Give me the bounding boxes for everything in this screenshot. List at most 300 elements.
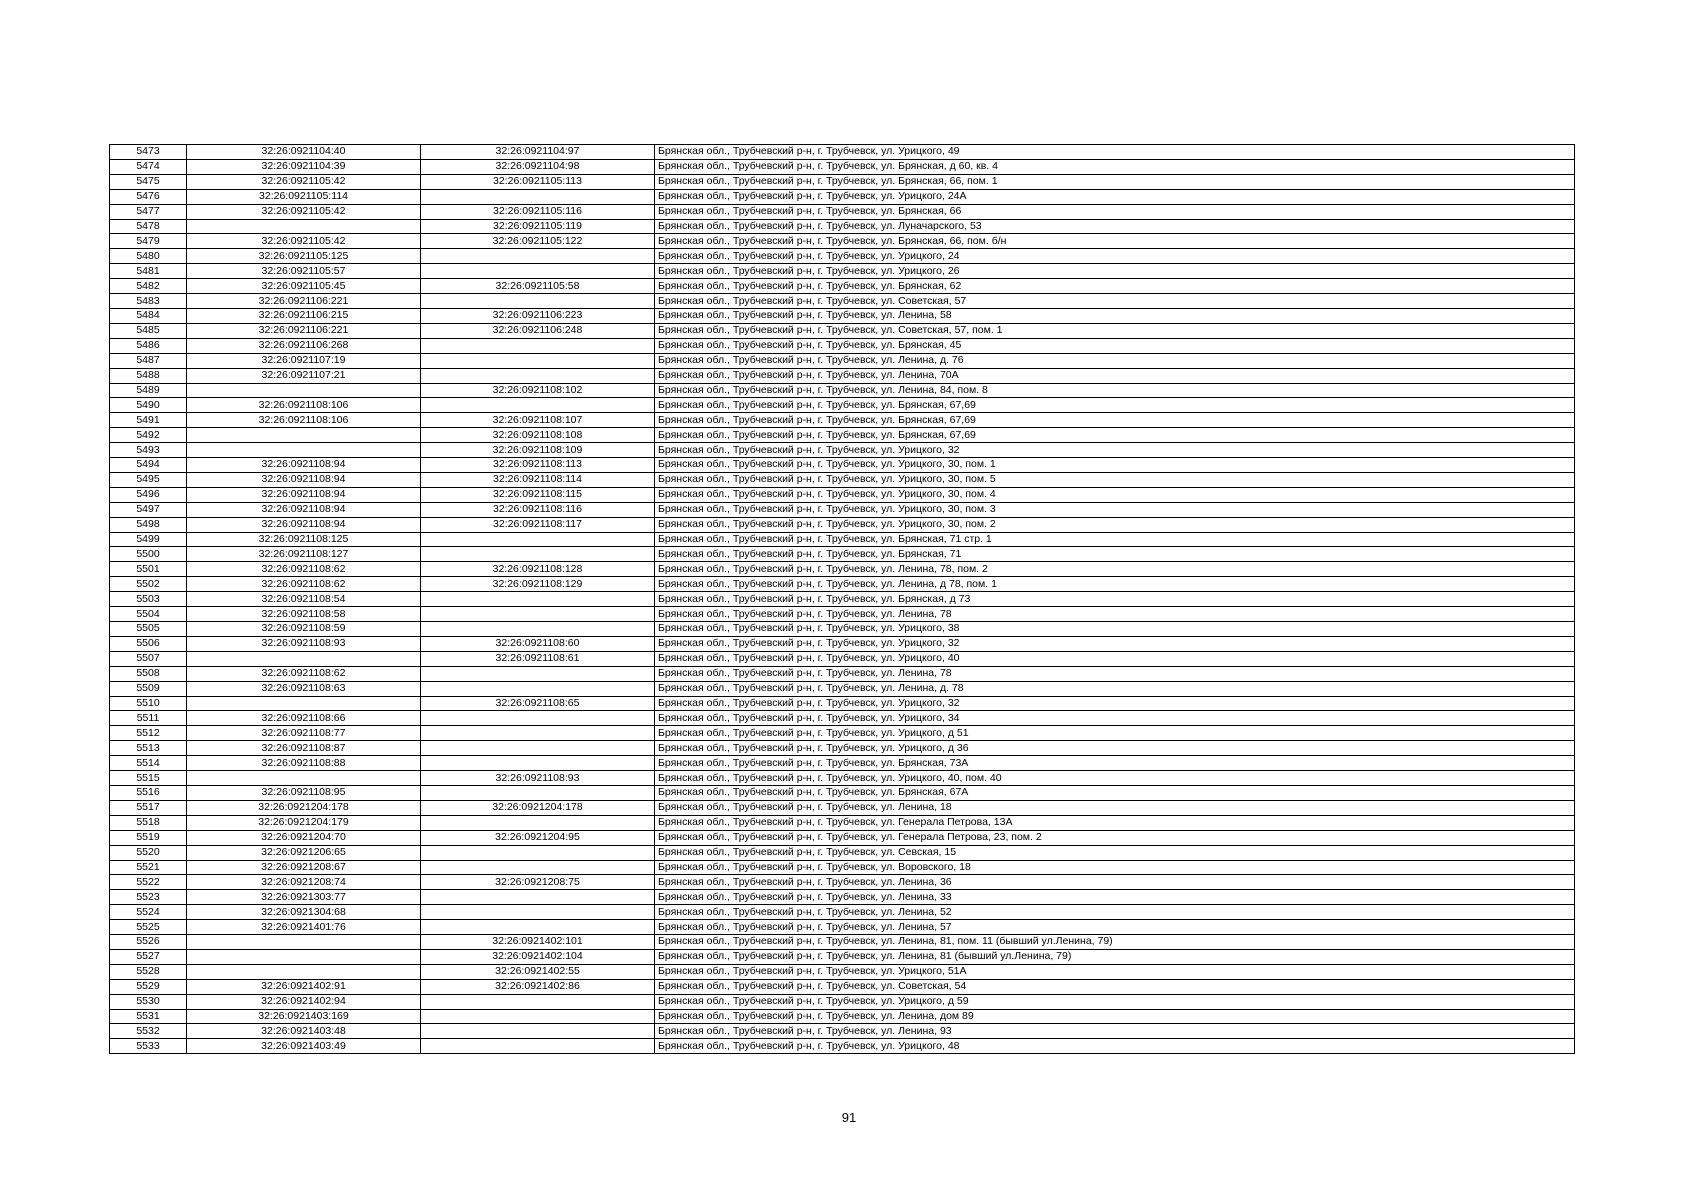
table-row xyxy=(110,547,1575,562)
table-row xyxy=(110,607,1575,622)
address-cell: Брянская обл., Трубчевский р-н, г. Трубчевск, ул. Урицкого, 30, пом. 5 xyxy=(655,472,1575,487)
related-cadastral-number-cell xyxy=(421,1009,655,1024)
row-number-cell: 5513 xyxy=(110,741,187,756)
address-cell: Брянская обл., Трубчевский р-н, г. Трубчевск, ул. Воровского, 18 xyxy=(655,860,1575,875)
row-number-cell: 5483 xyxy=(110,294,187,309)
cadastral-number-cell: 32:26:0921403:48 xyxy=(187,1024,421,1039)
cadastral-number-cell: 32:26:0921105:125 xyxy=(187,249,421,264)
registry-table-body xyxy=(110,145,1575,1054)
address-cell: Брянская обл., Трубчевский р-н, г. Трубчевск, ул. Урицкого, 32 xyxy=(655,443,1575,458)
table-row xyxy=(110,368,1575,383)
cadastral-number-cell: 32:26:0921104:39 xyxy=(187,159,421,174)
table-row xyxy=(110,398,1575,413)
address-cell: Брянская обл., Трубчевский р-н, г. Трубчевск, ул. Брянская, 67,69 xyxy=(655,398,1575,413)
table-row xyxy=(110,383,1575,398)
address-cell: Брянская обл., Трубчевский р-н, г. Трубчевск, ул. Ленина, 70А xyxy=(655,368,1575,383)
row-number-cell: 5485 xyxy=(110,323,187,338)
cadastral-number-cell: 32:26:0921106:215 xyxy=(187,308,421,323)
table-row xyxy=(110,994,1575,1009)
row-number-cell: 5523 xyxy=(110,890,187,905)
cadastral-number-cell: 32:26:0921108:88 xyxy=(187,756,421,771)
cadastral-number-cell xyxy=(187,696,421,711)
table-row xyxy=(110,472,1575,487)
table-row xyxy=(110,338,1575,353)
address-cell: Брянская обл., Трубчевский р-н, г. Трубчевск, ул. Урицкого, 40, пом. 40 xyxy=(655,771,1575,786)
table-row xyxy=(110,145,1575,160)
related-cadastral-number-cell: 32:26:0921402:104 xyxy=(421,949,655,964)
related-cadastral-number-cell: 32:26:0921108:129 xyxy=(421,577,655,592)
address-cell: Брянская обл., Трубчевский р-н, г. Трубчевск, ул. Ленина, 36 xyxy=(655,875,1575,890)
registry-table xyxy=(109,144,1575,1054)
table-row xyxy=(110,413,1575,428)
related-cadastral-number-cell: 32:26:0921108:60 xyxy=(421,636,655,651)
row-number-cell: 5494 xyxy=(110,458,187,473)
table-row xyxy=(110,308,1575,323)
cadastral-number-cell: 32:26:0921108:77 xyxy=(187,726,421,741)
row-number-cell: 5504 xyxy=(110,607,187,622)
row-number-cell: 5499 xyxy=(110,532,187,547)
row-number-cell: 5508 xyxy=(110,666,187,681)
row-number-cell: 5487 xyxy=(110,353,187,368)
cadastral-number-cell: 32:26:0921108:95 xyxy=(187,785,421,800)
address-cell: Брянская обл., Трубчевский р-н, г. Трубчевск, ул. Ленина, 78 xyxy=(655,607,1575,622)
table-row xyxy=(110,234,1575,249)
related-cadastral-number-cell: 32:26:0921108:117 xyxy=(421,517,655,532)
row-number-cell: 5492 xyxy=(110,428,187,443)
address-cell: Брянская обл., Трубчевский р-н, г. Трубчевск, ул. Брянская, 67,69 xyxy=(655,413,1575,428)
row-number-cell: 5480 xyxy=(110,249,187,264)
address-cell: Брянская обл., Трубчевский р-н, г. Трубчевск, ул. Ленина, 81, пом. 11 (бывший ул.Ленина, 79) xyxy=(655,935,1575,950)
address-cell: Брянская обл., Трубчевский р-н, г. Трубчевск, ул. Урицкого, 24 xyxy=(655,249,1575,264)
cadastral-number-cell xyxy=(187,964,421,979)
address-cell: Брянская обл., Трубчевский р-н, г. Трубчевск, ул. Брянская, 66, пом. б/н xyxy=(655,234,1575,249)
cadastral-number-cell xyxy=(187,949,421,964)
address-cell: Брянская обл., Трубчевский р-н, г. Трубчевск, ул. Ленина, 81 (бывший ул.Ленина, 79) xyxy=(655,949,1575,964)
address-cell: Брянская обл., Трубчевский р-н, г. Трубчевск, ул. Ленина, 18 xyxy=(655,800,1575,815)
related-cadastral-number-cell xyxy=(421,666,655,681)
cadastral-number-cell: 32:26:0921108:63 xyxy=(187,681,421,696)
table-row xyxy=(110,428,1575,443)
cadastral-number-cell: 32:26:0921403:169 xyxy=(187,1009,421,1024)
address-cell: Брянская обл., Трубчевский р-н, г. Трубчевск, ул. Урицкого, 30, пом. 1 xyxy=(655,458,1575,473)
cadastral-number-cell: 32:26:0921208:74 xyxy=(187,875,421,890)
table-row xyxy=(110,979,1575,994)
cadastral-number-cell: 32:26:0921204:70 xyxy=(187,830,421,845)
related-cadastral-number-cell: 32:26:0921105:113 xyxy=(421,174,655,189)
cadastral-number-cell: 32:26:0921108:94 xyxy=(187,472,421,487)
row-number-cell: 5495 xyxy=(110,472,187,487)
cadastral-number-cell xyxy=(187,935,421,950)
related-cadastral-number-cell: 32:26:0921105:58 xyxy=(421,279,655,294)
row-number-cell: 5478 xyxy=(110,219,187,234)
address-cell: Брянская обл., Трубчевский р-н, г. Трубчевск, ул. Брянская, 73А xyxy=(655,756,1575,771)
address-cell: Брянская обл., Трубчевский р-н, г. Трубчевск, ул. Урицкого, 49 xyxy=(655,145,1575,160)
row-number-cell: 5518 xyxy=(110,815,187,830)
related-cadastral-number-cell xyxy=(421,815,655,830)
address-cell: Брянская обл., Трубчевский р-н, г. Трубчевск, ул. Урицкого, 24А xyxy=(655,189,1575,204)
address-cell: Брянская обл., Трубчевский р-н, г. Трубчевск, ул. Севская, 15 xyxy=(655,845,1575,860)
related-cadastral-number-cell: 32:26:0921208:75 xyxy=(421,875,655,890)
address-cell: Брянская обл., Трубчевский р-н, г. Трубчевск, ул. Советская, 57 xyxy=(655,294,1575,309)
row-number-cell: 5511 xyxy=(110,711,187,726)
related-cadastral-number-cell: 32:26:0921204:95 xyxy=(421,830,655,845)
cadastral-number-cell xyxy=(187,771,421,786)
related-cadastral-number-cell xyxy=(421,189,655,204)
related-cadastral-number-cell xyxy=(421,532,655,547)
row-number-cell: 5498 xyxy=(110,517,187,532)
row-number-cell: 5506 xyxy=(110,636,187,651)
row-number-cell: 5515 xyxy=(110,771,187,786)
table-row xyxy=(110,681,1575,696)
address-cell: Брянская обл., Трубчевский р-н, г. Трубчевск, ул. Ленина, 78 xyxy=(655,666,1575,681)
related-cadastral-number-cell: 32:26:0921108:61 xyxy=(421,651,655,666)
related-cadastral-number-cell xyxy=(421,994,655,1009)
address-cell: Брянская обл., Трубчевский р-н, г. Трубчевск, ул. Брянская, 67А xyxy=(655,785,1575,800)
cadastral-number-cell: 32:26:0921106:221 xyxy=(187,294,421,309)
cadastral-number-cell: 32:26:0921108:94 xyxy=(187,502,421,517)
cadastral-number-cell: 32:26:0921107:19 xyxy=(187,353,421,368)
row-number-cell: 5503 xyxy=(110,592,187,607)
related-cadastral-number-cell: 32:26:0921108:116 xyxy=(421,502,655,517)
related-cadastral-number-cell: 32:26:0921108:107 xyxy=(421,413,655,428)
row-number-cell: 5474 xyxy=(110,159,187,174)
cadastral-number-cell: 32:26:0921108:94 xyxy=(187,517,421,532)
related-cadastral-number-cell: 32:26:0921204:178 xyxy=(421,800,655,815)
table-row xyxy=(110,294,1575,309)
related-cadastral-number-cell xyxy=(421,845,655,860)
address-cell: Брянская обл., Трубчевский р-н, г. Трубчевск, ул. Урицкого, 30, пом. 2 xyxy=(655,517,1575,532)
related-cadastral-number-cell xyxy=(421,711,655,726)
row-number-cell: 5522 xyxy=(110,875,187,890)
related-cadastral-number-cell xyxy=(421,1024,655,1039)
cadastral-number-cell: 32:26:0921108:125 xyxy=(187,532,421,547)
cadastral-number-cell xyxy=(187,219,421,234)
cadastral-number-cell: 32:26:0921108:87 xyxy=(187,741,421,756)
related-cadastral-number-cell xyxy=(421,756,655,771)
cadastral-number-cell xyxy=(187,443,421,458)
table-row xyxy=(110,532,1575,547)
table-row xyxy=(110,502,1575,517)
address-cell: Брянская обл., Трубчевский р-н, г. Трубчевск, ул. Советская, 57, пом. 1 xyxy=(655,323,1575,338)
cadastral-number-cell: 32:26:0921208:67 xyxy=(187,860,421,875)
address-cell: Брянская обл., Трубчевский р-н, г. Трубчевск, ул. Ленина, 84, пом. 8 xyxy=(655,383,1575,398)
related-cadastral-number-cell xyxy=(421,353,655,368)
row-number-cell: 5481 xyxy=(110,264,187,279)
row-number-cell: 5477 xyxy=(110,204,187,219)
related-cadastral-number-cell: 32:26:0921105:119 xyxy=(421,219,655,234)
related-cadastral-number-cell: 32:26:0921108:102 xyxy=(421,383,655,398)
related-cadastral-number-cell: 32:26:0921402:101 xyxy=(421,935,655,950)
related-cadastral-number-cell xyxy=(421,338,655,353)
related-cadastral-number-cell xyxy=(421,741,655,756)
row-number-cell: 5507 xyxy=(110,651,187,666)
table-row xyxy=(110,1039,1575,1054)
related-cadastral-number-cell: 32:26:0921402:86 xyxy=(421,979,655,994)
table-row xyxy=(110,949,1575,964)
related-cadastral-number-cell xyxy=(421,726,655,741)
cadastral-number-cell: 32:26:0921403:49 xyxy=(187,1039,421,1054)
table-row xyxy=(110,845,1575,860)
table-row xyxy=(110,353,1575,368)
row-number-cell: 5527 xyxy=(110,949,187,964)
page-number: 91 xyxy=(841,1110,857,1125)
row-number-cell: 5497 xyxy=(110,502,187,517)
table-row xyxy=(110,592,1575,607)
address-cell: Брянская обл., Трубчевский р-н, г. Трубчевск, ул. Генерала Петрова, 23, пом. 2 xyxy=(655,830,1575,845)
cadastral-number-cell: 32:26:0921204:179 xyxy=(187,815,421,830)
cadastral-number-cell xyxy=(187,383,421,398)
address-cell: Брянская обл., Трубчевский р-н, г. Трубчевск, ул. Ленина, д 78, пом. 1 xyxy=(655,577,1575,592)
related-cadastral-number-cell xyxy=(421,592,655,607)
table-row xyxy=(110,636,1575,651)
row-number-cell: 5486 xyxy=(110,338,187,353)
row-number-cell: 5531 xyxy=(110,1009,187,1024)
cadastral-number-cell: 32:26:0921303:77 xyxy=(187,890,421,905)
row-number-cell: 5491 xyxy=(110,413,187,428)
related-cadastral-number-cell xyxy=(421,547,655,562)
row-number-cell: 5489 xyxy=(110,383,187,398)
address-cell: Брянская обл., Трубчевский р-н, г. Трубчевск, ул. Ленина, д. 76 xyxy=(655,353,1575,368)
cadastral-number-cell xyxy=(187,651,421,666)
table-row xyxy=(110,666,1575,681)
related-cadastral-number-cell xyxy=(421,294,655,309)
related-cadastral-number-cell: 32:26:0921104:97 xyxy=(421,145,655,160)
table-row xyxy=(110,830,1575,845)
table-row xyxy=(110,890,1575,905)
address-cell: Брянская обл., Трубчевский р-н, г. Трубчевск, ул. Ленина, 93 xyxy=(655,1024,1575,1039)
related-cadastral-number-cell: 32:26:0921106:248 xyxy=(421,323,655,338)
row-number-cell: 5533 xyxy=(110,1039,187,1054)
table-row xyxy=(110,800,1575,815)
row-number-cell: 5482 xyxy=(110,279,187,294)
cadastral-number-cell: 32:26:0921105:42 xyxy=(187,234,421,249)
table-row xyxy=(110,741,1575,756)
address-cell: Брянская обл., Трубчевский р-н, г. Трубчевск, ул. Урицкого, 30, пом. 4 xyxy=(655,487,1575,502)
related-cadastral-number-cell xyxy=(421,905,655,920)
table-row xyxy=(110,622,1575,637)
address-cell: Брянская обл., Трубчевский р-н, г. Трубчевск, ул. Урицкого, 40 xyxy=(655,651,1575,666)
related-cadastral-number-cell: 32:26:0921402:55 xyxy=(421,964,655,979)
address-cell: Брянская обл., Трубчевский р-н, г. Трубчевск, ул. Генерала Петрова, 13А xyxy=(655,815,1575,830)
table-row xyxy=(110,1024,1575,1039)
related-cadastral-number-cell xyxy=(421,264,655,279)
related-cadastral-number-cell xyxy=(421,860,655,875)
row-number-cell: 5501 xyxy=(110,562,187,577)
row-number-cell: 5488 xyxy=(110,368,187,383)
address-cell: Брянская обл., Трубчевский р-н, г. Трубчевск, ул. Урицкого, 26 xyxy=(655,264,1575,279)
related-cadastral-number-cell xyxy=(421,890,655,905)
row-number-cell: 5516 xyxy=(110,785,187,800)
cadastral-number-cell: 32:26:0921108:66 xyxy=(187,711,421,726)
table-row xyxy=(110,249,1575,264)
table-row xyxy=(110,443,1575,458)
row-number-cell: 5521 xyxy=(110,860,187,875)
address-cell: Брянская обл., Трубчевский р-н, г. Трубчевск, ул. Ленина, 57 xyxy=(655,920,1575,935)
table-row xyxy=(110,696,1575,711)
address-cell: Брянская обл., Трубчевский р-н, г. Трубчевск, ул. Урицкого, д 51 xyxy=(655,726,1575,741)
table-row xyxy=(110,487,1575,502)
address-cell: Брянская обл., Трубчевский р-н, г. Трубчевск, ул. Урицкого, д 36 xyxy=(655,741,1575,756)
row-number-cell: 5528 xyxy=(110,964,187,979)
table-row xyxy=(110,964,1575,979)
address-cell: Брянская обл., Трубчевский р-н, г. Трубчевск, ул. Ленина, д. 78 xyxy=(655,681,1575,696)
table-row xyxy=(110,562,1575,577)
address-cell: Брянская обл., Трубчевский р-н, г. Трубчевск, ул. Брянская, 71 xyxy=(655,547,1575,562)
table-row xyxy=(110,323,1575,338)
row-number-cell: 5512 xyxy=(110,726,187,741)
related-cadastral-number-cell xyxy=(421,1039,655,1054)
row-number-cell: 5496 xyxy=(110,487,187,502)
cadastral-number-cell: 32:26:0921108:106 xyxy=(187,398,421,413)
address-cell: Брянская обл., Трубчевский р-н, г. Трубчевск, ул. Брянская, 62 xyxy=(655,279,1575,294)
related-cadastral-number-cell xyxy=(421,607,655,622)
row-number-cell: 5525 xyxy=(110,920,187,935)
related-cadastral-number-cell: 32:26:0921108:108 xyxy=(421,428,655,443)
row-number-cell: 5476 xyxy=(110,189,187,204)
address-cell: Брянская обл., Трубчевский р-н, г. Трубчевск, ул. Урицкого, 34 xyxy=(655,711,1575,726)
address-cell: Брянская обл., Трубчевский р-н, г. Трубчевск, ул. Урицкого, 32 xyxy=(655,696,1575,711)
address-cell: Брянская обл., Трубчевский р-н, г. Трубчевск, ул. Урицкого, 32 xyxy=(655,636,1575,651)
cadastral-number-cell: 32:26:0921401:76 xyxy=(187,920,421,935)
address-cell: Брянская обл., Трубчевский р-н, г. Трубчевск, ул. Брянская, д 73 xyxy=(655,592,1575,607)
row-number-cell: 5510 xyxy=(110,696,187,711)
cadastral-number-cell: 32:26:0921108:54 xyxy=(187,592,421,607)
row-number-cell: 5524 xyxy=(110,905,187,920)
row-number-cell: 5530 xyxy=(110,994,187,1009)
row-number-cell: 5529 xyxy=(110,979,187,994)
related-cadastral-number-cell: 32:26:0921105:116 xyxy=(421,204,655,219)
related-cadastral-number-cell xyxy=(421,920,655,935)
cadastral-number-cell: 32:26:0921105:45 xyxy=(187,279,421,294)
related-cadastral-number-cell: 32:26:0921108:93 xyxy=(421,771,655,786)
related-cadastral-number-cell: 32:26:0921108:109 xyxy=(421,443,655,458)
table-row xyxy=(110,577,1575,592)
related-cadastral-number-cell xyxy=(421,681,655,696)
table-row xyxy=(110,771,1575,786)
cadastral-number-cell: 32:26:0921204:178 xyxy=(187,800,421,815)
row-number-cell: 5532 xyxy=(110,1024,187,1039)
table-row xyxy=(110,517,1575,532)
related-cadastral-number-cell xyxy=(421,398,655,413)
row-number-cell: 5514 xyxy=(110,756,187,771)
table-row xyxy=(110,875,1575,890)
table-row xyxy=(110,159,1575,174)
cadastral-number-cell: 32:26:0921107:21 xyxy=(187,368,421,383)
table-row xyxy=(110,905,1575,920)
address-cell: Брянская обл., Трубчевский р-н, г. Трубчевск, ул. Ленина, 52 xyxy=(655,905,1575,920)
address-cell: Брянская обл., Трубчевский р-н, г. Трубчевск, ул. Урицкого, 48 xyxy=(655,1039,1575,1054)
row-number-cell: 5479 xyxy=(110,234,187,249)
address-cell: Брянская обл., Трубчевский р-н, г. Трубчевск, ул. Урицкого, 30, пом. 3 xyxy=(655,502,1575,517)
table-row xyxy=(110,756,1575,771)
table-row xyxy=(110,174,1575,189)
related-cadastral-number-cell xyxy=(421,249,655,264)
row-number-cell: 5519 xyxy=(110,830,187,845)
row-number-cell: 5490 xyxy=(110,398,187,413)
related-cadastral-number-cell: 32:26:0921104:98 xyxy=(421,159,655,174)
table-row xyxy=(110,651,1575,666)
address-cell: Брянская обл., Трубчевский р-н, г. Трубчевск, ул. Луначарского, 53 xyxy=(655,219,1575,234)
cadastral-number-cell: 32:26:0921108:94 xyxy=(187,458,421,473)
address-cell: Брянская обл., Трубчевский р-н, г. Трубчевск, ул. Ленина, 78, пом. 2 xyxy=(655,562,1575,577)
cadastral-number-cell: 32:26:0921108:59 xyxy=(187,622,421,637)
address-cell: Брянская обл., Трубчевский р-н, г. Трубчевск, ул. Урицкого, 51А xyxy=(655,964,1575,979)
related-cadastral-number-cell: 32:26:0921108:65 xyxy=(421,696,655,711)
related-cadastral-number-cell xyxy=(421,622,655,637)
cadastral-number-cell: 32:26:0921108:94 xyxy=(187,487,421,502)
table-row xyxy=(110,920,1575,935)
cadastral-number-cell: 32:26:0921108:93 xyxy=(187,636,421,651)
cadastral-number-cell: 32:26:0921108:62 xyxy=(187,666,421,681)
related-cadastral-number-cell: 32:26:0921108:115 xyxy=(421,487,655,502)
cadastral-number-cell: 32:26:0921108:62 xyxy=(187,562,421,577)
cadastral-number-cell: 32:26:0921105:42 xyxy=(187,174,421,189)
table-row xyxy=(110,189,1575,204)
cadastral-number-cell: 32:26:0921105:114 xyxy=(187,189,421,204)
cadastral-number-cell: 32:26:0921104:40 xyxy=(187,145,421,160)
cadastral-number-cell: 32:26:0921106:221 xyxy=(187,323,421,338)
related-cadastral-number-cell: 32:26:0921108:114 xyxy=(421,472,655,487)
cadastral-number-cell: 32:26:0921108:58 xyxy=(187,607,421,622)
related-cadastral-number-cell: 32:26:0921106:223 xyxy=(421,308,655,323)
address-cell: Брянская обл., Трубчевский р-н, г. Трубчевск, ул. Брянская, д 60, кв. 4 xyxy=(655,159,1575,174)
row-number-cell: 5520 xyxy=(110,845,187,860)
table-row xyxy=(110,860,1575,875)
address-cell: Брянская обл., Трубчевский р-н, г. Трубчевск, ул. Брянская, 71 стр. 1 xyxy=(655,532,1575,547)
cadastral-number-cell: 32:26:0921106:268 xyxy=(187,338,421,353)
table-row xyxy=(110,711,1575,726)
table-row xyxy=(110,264,1575,279)
cadastral-number-cell: 32:26:0921402:94 xyxy=(187,994,421,1009)
row-number-cell: 5502 xyxy=(110,577,187,592)
related-cadastral-number-cell: 32:26:0921108:113 xyxy=(421,458,655,473)
row-number-cell: 5517 xyxy=(110,800,187,815)
table-row xyxy=(110,458,1575,473)
table-row xyxy=(110,279,1575,294)
cadastral-number-cell: 32:26:0921108:62 xyxy=(187,577,421,592)
related-cadastral-number-cell: 32:26:0921105:122 xyxy=(421,234,655,249)
address-cell: Брянская обл., Трубчевский р-н, г. Трубчевск, ул. Советская, 54 xyxy=(655,979,1575,994)
cadastral-number-cell: 32:26:0921108:106 xyxy=(187,413,421,428)
row-number-cell: 5509 xyxy=(110,681,187,696)
row-number-cell: 5473 xyxy=(110,145,187,160)
related-cadastral-number-cell xyxy=(421,785,655,800)
address-cell: Брянская обл., Трубчевский р-н, г. Трубчевск, ул. Ленина, 33 xyxy=(655,890,1575,905)
cadastral-number-cell: 32:26:0921105:57 xyxy=(187,264,421,279)
table-row xyxy=(110,785,1575,800)
table-row xyxy=(110,1009,1575,1024)
related-cadastral-number-cell: 32:26:0921108:128 xyxy=(421,562,655,577)
address-cell: Брянская обл., Трубчевский р-н, г. Трубчевск, ул. Урицкого, 38 xyxy=(655,622,1575,637)
address-cell: Брянская обл., Трубчевский р-н, г. Трубчевск, ул. Брянская, 66 xyxy=(655,204,1575,219)
cadastral-number-cell xyxy=(187,428,421,443)
cadastral-number-cell: 32:26:0921206:65 xyxy=(187,845,421,860)
table-row xyxy=(110,935,1575,950)
table-row xyxy=(110,219,1575,234)
cadastral-number-cell: 32:26:0921402:91 xyxy=(187,979,421,994)
address-cell: Брянская обл., Трубчевский р-н, г. Трубчевск, ул. Ленина, 58 xyxy=(655,308,1575,323)
address-cell: Брянская обл., Трубчевский р-н, г. Трубчевск, ул. Урицкого, д 59 xyxy=(655,994,1575,1009)
cadastral-number-cell: 32:26:0921108:127 xyxy=(187,547,421,562)
address-cell: Брянская обл., Трубчевский р-н, г. Трубчевск, ул. Ленина, дом 89 xyxy=(655,1009,1575,1024)
address-cell: Брянская обл., Трубчевский р-н, г. Трубчевск, ул. Брянская, 45 xyxy=(655,338,1575,353)
cadastral-number-cell: 32:26:0921105:42 xyxy=(187,204,421,219)
row-number-cell: 5500 xyxy=(110,547,187,562)
row-number-cell: 5484 xyxy=(110,308,187,323)
table-row xyxy=(110,204,1575,219)
table-row xyxy=(110,726,1575,741)
row-number-cell: 5526 xyxy=(110,935,187,950)
